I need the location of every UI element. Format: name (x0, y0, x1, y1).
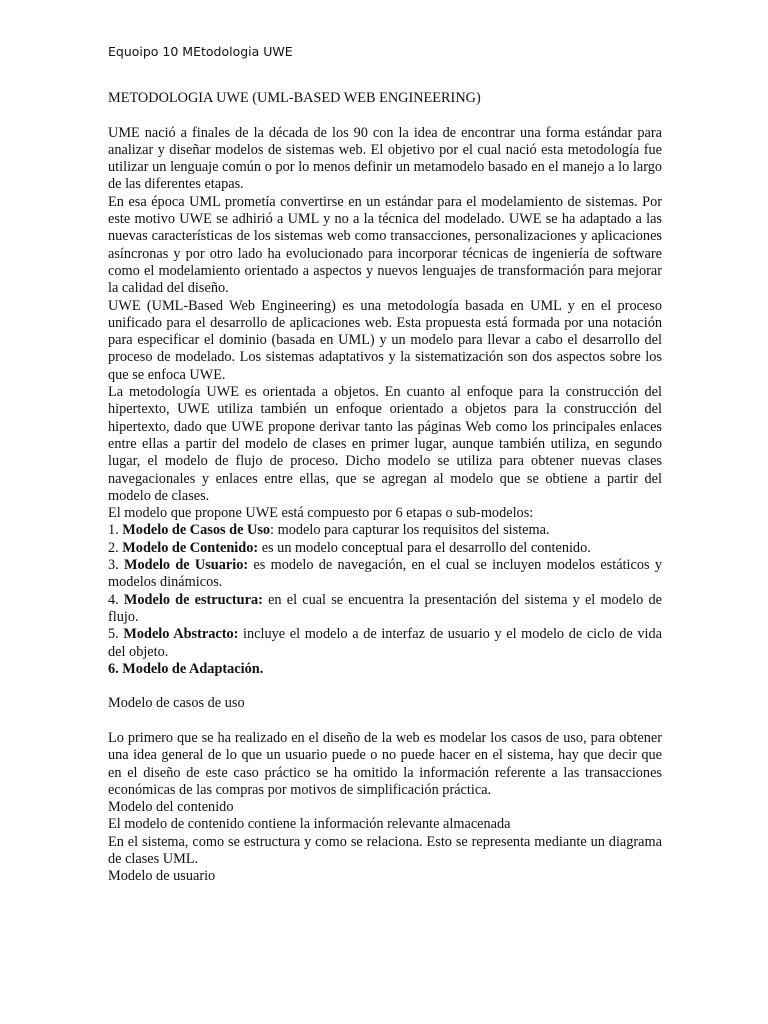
item-number: 5. (108, 626, 124, 643)
item-title: Modelo de estructura: (123, 591, 263, 608)
item-text: en el cual se encuentra la presentación del sistema y el modelo de flujo. (108, 591, 662, 625)
section-heading: Modelo de casos de uso (108, 695, 245, 712)
item-text: es modelo de navegación, en el cual se incluyen modelos estáticos y modelos dinámicos. (108, 557, 662, 591)
spacer (108, 713, 662, 730)
section-heading: Modelo del contenido (108, 799, 234, 816)
item-text: es un modelo conceptual para el desarrollo del contenido. (258, 539, 591, 556)
list-item (108, 592, 662, 627)
document-title: METODOLOGIA UWE (UML-BASED WEB ENGINEERING) (108, 90, 481, 106)
paragraph: La metodología UWE es orientada a objetos. En cuanto al enfoque para la construcción del hipertexto, UWE utiliza también un enfoque orientado a objetos para la construcción del hipertexto, dado que UWE propone derivar tanto las páginas Web como los principales enlaces entre ellas a partir del modelo de clases en primer lugar, aunque también utiliza, en segundo lugar, el modelo de flujo de proceso. Dicho modelo se utiliza para obtener nuevas clases navegacionales y enlaces entre ellas, que se agregan al modelo que se obtiene a partir del modelo de clases. (108, 384, 662, 504)
list-item (108, 522, 662, 539)
paragraph: En esa época UML prometía convertirse en un estándar para el modelamiento de sistemas. Por este motivo UWE se adhirió a UML y no a la técnica del modelado. UWE se ha adaptado a las nuevas características de los sistemas web como transacciones, personalizaciones y aplicaciones asíncronas y por otro lado ha evolucionado para incorporar técnicas de ingeniería de software como el modelamiento orientado a aspectos y nuevos lenguajes de transformación para mejorar la calidad del diseño. (108, 193, 662, 297)
paragraph: En el sistema, como se estructura y como se relaciona. Esto se representa mediante un diagrama de clases UML. (108, 833, 662, 868)
paragraph: UME nació a finales de la década de los 90 con la idea de encontrar una forma estándar para analizar y diseñar modelos de sistemas web. El objetivo por el cual nació esta metodología fue utilizar un lenguaje común o por lo menos definir un metamodelo basado en el manejo a lo largo de las diferentes etapas. (108, 124, 662, 193)
item-number: 1. (108, 522, 123, 539)
item-text: : modelo para capturar los requisitos del sistema. (270, 522, 550, 539)
document-body (108, 90, 662, 886)
page-header: Equoipo 10 MEtodologia UWE (108, 44, 293, 59)
item-number: 2. (108, 539, 123, 556)
section-heading: Modelo de usuario (108, 868, 216, 885)
item-title: Modelo de Contenido: (122, 539, 259, 556)
submodel-list (108, 522, 662, 678)
paragraph: El modelo que propone UWE está compuesto por 6 etapas o sub-modelos: (108, 505, 534, 522)
item-number: 4. (108, 591, 124, 608)
item-number: 3. (108, 557, 124, 574)
item-number: 6. (108, 660, 123, 677)
item-title: Modelo de Adaptación. (122, 660, 264, 677)
item-title: Modelo de Casos de Uso (122, 522, 271, 539)
item-title: Modelo Abstracto: (123, 626, 239, 643)
item-title: Modelo de Usuario: (124, 557, 249, 574)
paragraph: El modelo de contenido contiene la información relevante almacenada (108, 816, 511, 833)
list-item (108, 626, 662, 661)
list-item (108, 661, 662, 678)
paragraph: Lo primero que se ha realizado en el diseño de la web es modelar los casos de uso, para obtener una idea general de lo que un usuario puede o no puede hacer en el sistema, hay que decir que en el diseño de este caso práctico se ha omitido la información referente a las transacciones económicas de las compras por motivos de simplificación práctica. (108, 729, 662, 798)
spacer (108, 678, 662, 695)
item-text: incluye el modelo a de interfaz de usuario y el modelo de ciclo de vida del objeto. (108, 626, 662, 660)
paragraph: UWE (UML-Based Web Engineering) es una metodología basada en UML y en el proceso unificado para el desarrollo de aplicaciones web. Esta propuesta está formada por una notación para especificar el dominio (basada en UML) y un modelo para llevar a cabo el desarrollo del proceso de modelado. Los sistemas adaptativos y la sistematización son dos aspectos sobre los que se enfoca UWE. (108, 297, 662, 383)
list-item (108, 557, 662, 592)
spacer (108, 107, 662, 124)
list-item (108, 540, 662, 557)
